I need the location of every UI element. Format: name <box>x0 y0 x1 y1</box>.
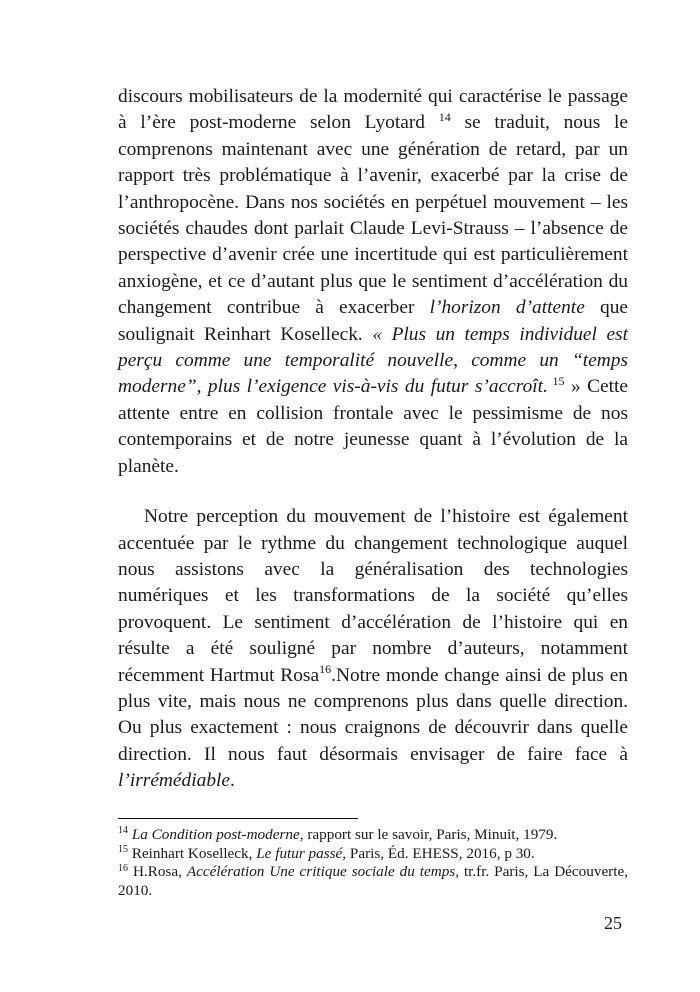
text-segment: discours mobilisateurs de la modernité qui caractérise le passage à l’ère post-moderne selon Lyotard <box>118 86 628 134</box>
footnote-title: La Condition post-moderne, <box>131 826 304 843</box>
text-segment: .Notre monde change ainsi de plus en plus vite, mais nous ne comprenons plus dans quelle direction. Ou plus exactement : nous craignons de découvrir dans quelle direction. Il nous faut désormais envisager de faire face à <box>118 664 628 765</box>
footnotes <box>118 826 628 900</box>
footnote-title: Accélération Une critique sociale du temps, <box>186 863 460 881</box>
footnote-16 <box>118 863 628 900</box>
text-segment: H.Rosa, <box>128 863 187 881</box>
text-segment: tr.fr. Paris, La Découverte, 2010. <box>118 863 629 899</box>
footnote-ref-16[interactable]: 16 <box>319 662 332 677</box>
text-segment: . <box>230 770 235 792</box>
footnote-number: 15 <box>118 844 129 856</box>
italic-term-irremediable: l’irrémédiable <box>118 770 231 792</box>
footnote-number: 16 <box>118 862 129 874</box>
footnote-14 <box>118 826 628 845</box>
footnote-ref-15[interactable]: 15 <box>547 374 565 389</box>
text-segment: Reinhart Koselleck, <box>128 844 257 862</box>
page-number: 25 <box>604 913 622 933</box>
footnote-number: 14 <box>118 825 129 837</box>
italic-quotation: « Plus un temps individuel est perçu comme une temporalité nouvelle, comme un “temps moderne”, plus l’exigence vis-à-vis du futur s’accroît. <box>118 323 628 398</box>
footnote-title: Le futur passé, <box>256 844 347 862</box>
italic-term-horizon-attente: l’horizon d’attente <box>429 297 585 319</box>
text-segment: » Cette attente entre en collision frontale avec le pessimisme de nos contemporains et de notre jeunesse quant à l’évolution de la planète. <box>118 376 628 477</box>
footnote-15 <box>118 845 628 864</box>
footnote-separator <box>118 818 358 819</box>
text-segment: se traduit, nous le comprenons maintenant avec une génération de retard, par un rapport très problématique à l’avenir, exacerbé par la crise de l’anthropocène. Dans nos sociétés en perpétuel mouvement – les sociétés chaudes dont parlait Claude Levi-Strauss – l’absence de perspective d’avenir crée une incertitude qui est particulièrement anxiogène, et ce d’autant plus que le sentiment d’accélération du changement contribue à exacerber <box>118 112 628 319</box>
text-segment: que soulignait Reinhart Koselleck. <box>118 297 628 345</box>
text-segment: rapport sur le savoir, Paris, Minuit, 1979. <box>303 826 558 843</box>
body-text <box>118 84 628 795</box>
paragraph-1 <box>118 84 628 480</box>
text-segment: Notre perception du mouvement de l’histoire est également accentuée par le rythme du changement technologique auquel nous assistons avec la généralisation des technologies numériques et les transformations de la société qu’elles provoquent. Le sentiment d’accélération de l’histoire qui en résulte a été souligné par nombre d’auteurs, notamment récemment Hartmut Rosa <box>118 506 628 686</box>
text-segment: Paris, Éd. EHESS, 2016, p 30. <box>346 844 535 862</box>
footnote-ref-14[interactable]: 14 <box>438 110 451 125</box>
paragraph-2 <box>118 504 628 794</box>
